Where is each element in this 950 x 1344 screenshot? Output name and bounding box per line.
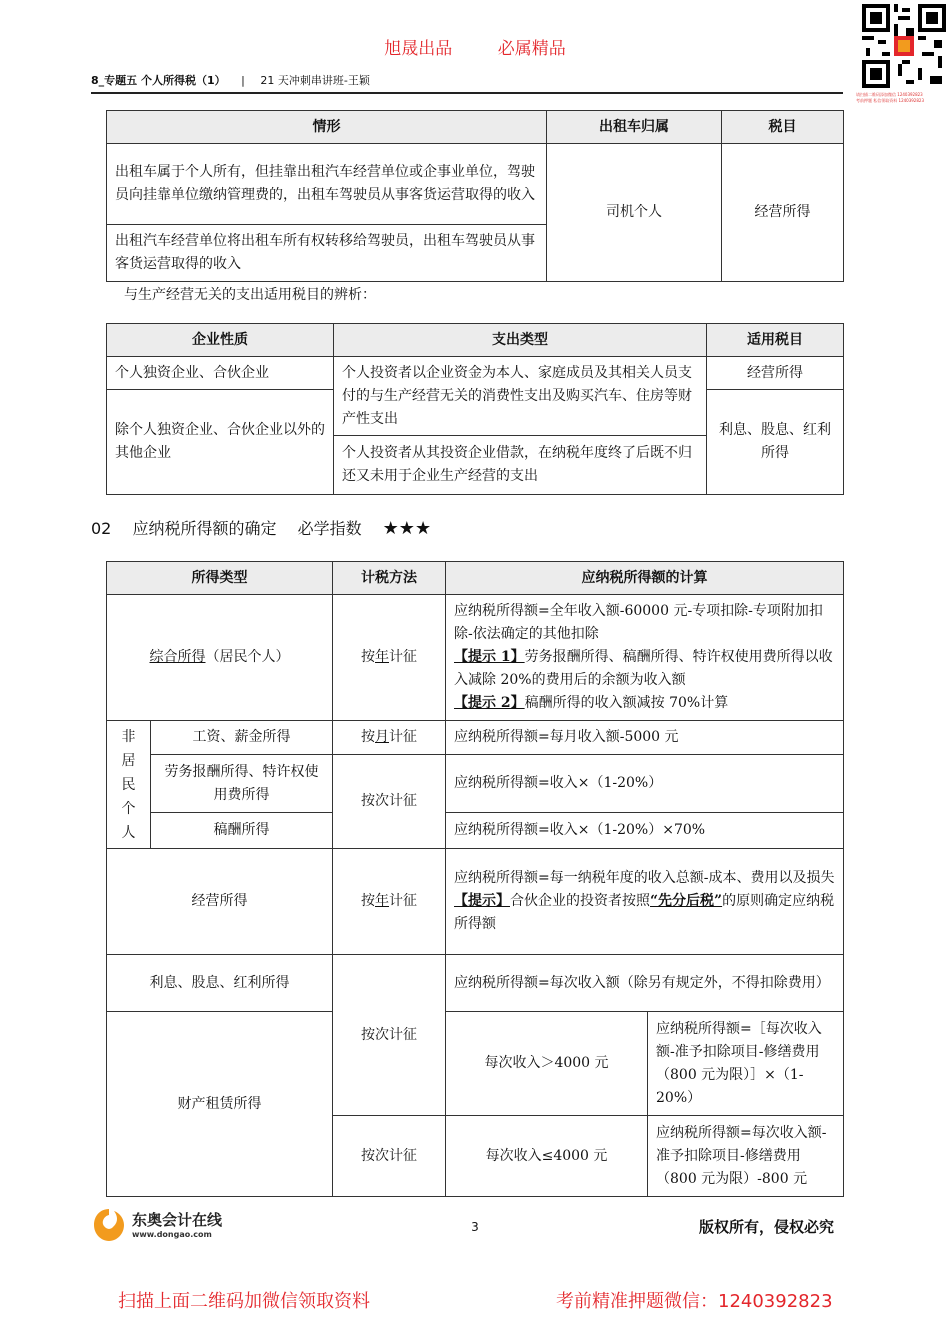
business-calculation [446,849,844,955]
rental-formula-below: 应纳税所得额=每次收入额-准予扣除项目-修缮费用（800 元为限）-800 元 [648,1116,844,1197]
taxi-income-table [106,110,844,282]
qr-note-line1: 请扫描二维码添加微信 1240392823 [856,92,923,97]
tip2-label: 【提示 2】 [454,695,525,711]
qr-note [856,92,948,104]
running-separator: | [241,74,245,87]
qr-code-icon [862,4,946,88]
tip1-label: 【提示 1】 [454,649,525,665]
nature-sole-partnership: 个人独资企业、合伙企业 [107,357,334,390]
header-ownership: 出租车归属 [547,111,722,144]
rental-condition-below: 每次收入≤4000 元 [446,1116,648,1197]
slogan-right: 必属精品 [497,39,566,59]
remuneration-type: 稿酬所得 [151,813,333,849]
nature-other-enterprises: 除个人独资企业、合伙企业以外的其他企业 [107,390,334,495]
method-post: 计征 [389,649,417,665]
top-slogan [0,34,950,59]
taxi-ownership: 司机个人 [547,144,722,282]
nonresident-per-time-method: 按次计征 [333,755,446,849]
slogan-left: 旭晟出品 [384,39,453,59]
taxi-situation-1: 出租车属于个人所有，但挂靠出租汽车经营单位或企事业单位，驾驶员向挂靠单位缴纳管理费的，出租车驾驶员从事客货运营取得的收入 [107,144,547,225]
interest-income-type: 利息、股息、红利所得 [107,955,333,1012]
expense-consumption: 个人投资者以企业资金为本人、家庭成员及其相关人员支付的与生产经营无关的消费性支出及购买汽车、住房等财产性支出 [334,357,707,436]
header-rule [91,92,843,94]
header-applicable-tax: 适用税目 [707,324,844,357]
header-situation: 情形 [107,111,547,144]
rental-condition-above: 每次收入＞4000 元 [446,1012,648,1116]
expense-loan: 个人投资者从其投资企业借款，在纳税年度终了后既不归还又未用于企业生产经营的支出 [334,436,707,495]
business-tip-label: 【提示】 [454,893,510,909]
section-index-label: 必学指数 [297,519,362,538]
tax-interest-dividend: 利息、股息、红利所得 [707,390,844,495]
qr-note-line2: 考前押题 私信领取资料 1240392823 [856,98,924,103]
wage-method [333,721,446,755]
tip2-text: 稿酬所得的收入额减按 70%计算 [524,695,729,711]
running-title: 8_专题五 个人所得税（1） [91,74,226,87]
nonresident-label-text: 非居民个人 [121,728,136,841]
header-enterprise-nature: 企业性质 [107,324,334,357]
comprehensive-method [333,595,446,721]
business-method [333,849,446,955]
business-tip-key: “先分后税” [650,893,723,909]
labor-formula: 应纳税所得额=收入×（1-20%） [446,755,844,813]
business-tip-post: 的原则确定应纳税所得额 [454,893,835,932]
comprehensive-formula: 应纳税所得额=全年收入额-60000 元-专项扣除-专项附加扣除-依法确定的其他扣除 [454,603,823,642]
expense-tax-table [106,323,844,495]
comprehensive-type-label: 综合所得 [149,649,206,665]
header-income-type: 所得类型 [107,562,333,595]
bottom-right-promo: 考前精准押题微信：1240392823 [556,1291,833,1312]
logo-url: www.dongao.com [132,1230,212,1239]
rental-formula-above: 应纳税所得额=［每次收入额-准予扣除项目-修缮费用（800 元为限）］×（1-20%） [648,1012,844,1116]
running-head [91,72,370,88]
nonresident-label [107,721,151,849]
section-heading: 应纳税所得额的确定 [132,519,277,538]
comprehensive-type-note: （居民个人） [205,649,290,665]
wage-income-type: 工资、薪金所得 [151,721,333,755]
copyright-notice: 版权所有，侵权必究 [698,1218,834,1236]
taxi-tax-item: 经营所得 [722,144,844,282]
rental-method-2: 按次计征 [333,1116,446,1197]
section-number: 02 [91,519,112,538]
business-tip [454,890,835,936]
header-calculation: 应纳税所得额的计算 [446,562,844,595]
business-method-post: 计征 [389,893,417,909]
rental-income-type: 财产租赁所得 [107,1012,333,1197]
running-subtitle: 21 天冲刺串讲班-王颖 [260,74,370,87]
business-tip-pre: 合伙企业的投资者按照 [510,893,650,909]
taxable-income-table [106,561,844,1197]
page-number: 3 [471,1220,479,1234]
business-income-type: 经营所得 [107,849,333,955]
header-tax-item: 税目 [722,111,844,144]
header-tax-method: 计税方法 [333,562,446,595]
remuneration-formula: 应纳税所得额=收入×（1-20%）×70% [446,813,844,849]
interest-formula: 应纳税所得额=每次收入额（除另有规定外，不得扣除费用） [446,955,844,1012]
comprehensive-calculation [446,595,844,721]
wage-method-key-month: 月 [375,729,389,745]
business-method-pre: 按 [361,893,375,909]
header-expense-type: 支出类型 [334,324,707,357]
section-title [91,516,447,539]
tax-business: 经营所得 [707,357,844,390]
wage-method-post: 计征 [389,729,417,745]
wage-method-pre: 按 [361,729,375,745]
bottom-left-promo: 扫描上面二维码加微信领取资料 [118,1291,370,1312]
logo-text: 东奥会计在线 [132,1211,223,1229]
comprehensive-tip2 [454,692,835,715]
comprehensive-tip1 [454,646,835,692]
business-formula: 应纳税所得额=每一纳税年度的收入总额-成本、费用以及损失 [454,870,835,886]
taxi-situation-2: 出租汽车经营单位将出租车所有权转移给驾驶员，出租车驾驶员从事客货运营取得的收入 [107,225,547,282]
wage-formula: 应纳税所得额=每月收入额-5000 元 [446,721,844,755]
section-stars: ★★★ [382,518,432,539]
tip1-text: 劳务报酬所得、稿酬所得、特许权使用费所得以收入减除 20%的费用后的余额为收入额 [454,649,833,688]
interest-rental-method: 按次计征 [333,955,446,1116]
method-pre: 按 [361,649,375,665]
business-method-key-year: 年 [375,893,389,909]
comprehensive-income-type [107,595,333,721]
labor-royalty-type: 劳务报酬所得、特许权使用费所得 [151,755,333,813]
method-key-year: 年 [375,649,389,665]
lead-text: 与生产经营无关的支出适用税目的辨析： [124,287,376,303]
